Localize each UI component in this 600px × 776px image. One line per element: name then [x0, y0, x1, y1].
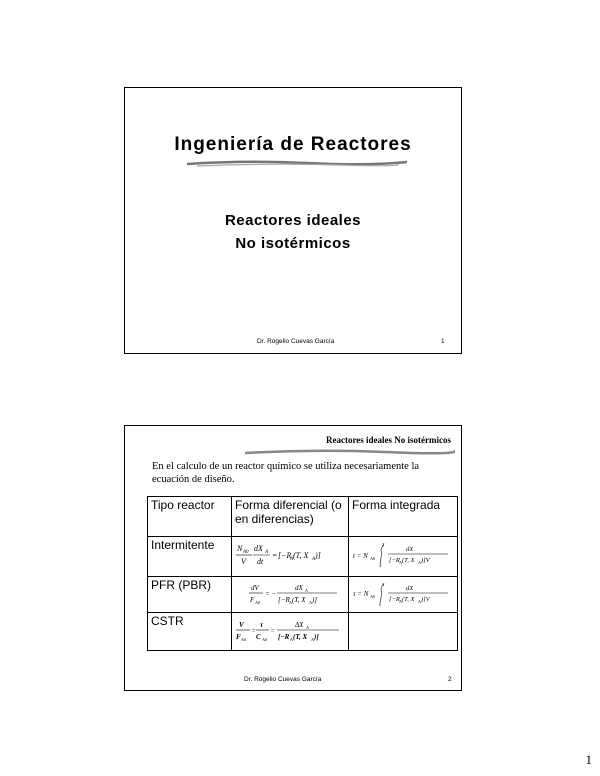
slide-1-subtitle-line-2: No isotérmicos — [235, 235, 351, 252]
slide-1-page-number: 1 — [441, 338, 445, 345]
svg-text:A0: A0 — [241, 637, 246, 642]
svg-text:τ = N: τ = N — [353, 590, 369, 598]
slide-1-title: Ingeniería de Reactores — [174, 134, 412, 155]
equation-formula — [235, 582, 345, 606]
svg-text:A: A — [309, 600, 312, 605]
svg-text:=: = — [251, 627, 256, 635]
title-underline-brush — [187, 158, 407, 168]
svg-text:t = N: t = N — [353, 552, 368, 560]
svg-text:)]V: )]V — [421, 557, 430, 564]
svg-text:=: = — [272, 551, 278, 560]
table-row — [148, 613, 458, 651]
svg-text:(T, X: (T, X — [293, 633, 308, 641]
svg-text:0: 0 — [379, 602, 381, 606]
table-header-row — [148, 497, 458, 537]
pfr-integrated-formula-graphic — [352, 582, 450, 606]
svg-text:A: A — [265, 550, 269, 555]
svg-text:)]V: )]V — [421, 596, 430, 603]
batch-integrated-equation — [349, 537, 458, 577]
svg-text:F: F — [250, 596, 255, 604]
svg-text:)]: )] — [314, 633, 319, 641]
slide-1 — [124, 87, 462, 354]
svg-text:A: A — [312, 557, 316, 562]
svg-text:A: A — [418, 560, 421, 565]
slide-1-subtitle-line-1: Reactores ideales — [224, 212, 362, 229]
svg-text:A: A — [290, 557, 294, 562]
svg-text:(T, X: (T, X — [402, 557, 415, 564]
header-cell-integrated: Forma integrada — [349, 497, 458, 537]
pfr-differential-formula-graphic — [235, 582, 339, 606]
document-page-number: 1 — [585, 752, 592, 767]
pfr-integrated-equation — [349, 577, 458, 613]
svg-text:dX: dX — [406, 585, 414, 592]
svg-text:X: X — [382, 582, 385, 587]
svg-text:A: A — [306, 625, 309, 630]
table-row — [148, 537, 458, 577]
svg-text:V: V — [239, 621, 244, 629]
svg-text:A: A — [418, 599, 421, 604]
cstr-differential-formula-graphic — [235, 618, 341, 644]
slide-2-page-number: 2 — [448, 676, 452, 683]
svg-text:A: A — [289, 600, 292, 605]
cstr-integrated-cell — [349, 613, 458, 651]
equation-formula — [352, 542, 454, 568]
svg-text:dX: dX — [406, 546, 414, 553]
svg-text:dt: dt — [257, 557, 264, 566]
slide-2-header: Reactores ideales No isotérmicos — [325, 435, 451, 445]
svg-text:C: C — [256, 633, 261, 641]
svg-text:(T, X: (T, X — [293, 551, 309, 560]
svg-text:A: A — [399, 560, 402, 565]
batch-differential-equation — [232, 537, 349, 577]
svg-text:ΔX: ΔX — [295, 621, 304, 629]
svg-text:X: X — [379, 563, 382, 568]
svg-text:=: = — [270, 627, 275, 635]
svg-text:A0: A0 — [370, 594, 375, 599]
table-row — [148, 577, 458, 613]
row-type-cell: Intermitente — [148, 537, 232, 577]
svg-text:)]: )] — [315, 551, 321, 560]
equation-formula — [235, 542, 345, 568]
pfr-differential-equation — [232, 577, 349, 613]
svg-text:dX: dX — [295, 584, 303, 592]
svg-text:[−R: [−R — [389, 596, 400, 603]
slide-2-footer: Dr. Rogelio Cuevas García — [244, 676, 322, 683]
svg-text:[−R: [−R — [389, 557, 400, 564]
svg-text:(T, X: (T, X — [402, 596, 415, 603]
svg-text:A: A — [290, 637, 293, 642]
header-underline-brush — [245, 448, 455, 456]
svg-text:A: A — [399, 599, 402, 604]
slide-1-footer: Dr. Rogelio Cuevas García — [257, 338, 335, 345]
cstr-differential-equation — [232, 613, 349, 651]
row-type-cell: PFR (PBR) — [148, 577, 232, 613]
equation-formula — [235, 618, 345, 644]
svg-text:X: X — [382, 542, 385, 547]
slide-2 — [124, 425, 462, 691]
svg-text:F: F — [236, 633, 241, 641]
row-type-cell: CSTR — [148, 613, 232, 651]
header-cell-type: Tipo reactor — [148, 497, 232, 537]
reactor-equations-table — [147, 496, 458, 651]
header-cell-differential: Forma diferencial (o en diferencias) — [232, 497, 349, 537]
batch-differential-formula-graphic — [235, 542, 339, 568]
svg-text:dX: dX — [254, 544, 263, 553]
svg-text:)]: )] — [312, 596, 318, 604]
svg-text:V: V — [241, 557, 246, 566]
svg-text:A: A — [311, 637, 314, 642]
svg-text:τ: τ — [260, 621, 264, 629]
svg-text:dV: dV — [251, 584, 259, 592]
svg-text:[−R: [−R — [278, 551, 292, 560]
svg-text:A0: A0 — [243, 550, 249, 555]
svg-text:A0: A0 — [255, 600, 260, 605]
svg-text:[−R: [−R — [278, 633, 290, 641]
svg-text:N: N — [237, 544, 243, 553]
svg-text:= −: = − — [265, 590, 277, 598]
svg-text:A0: A0 — [370, 556, 375, 561]
svg-text:[−R: [−R — [278, 596, 290, 604]
equation-formula — [352, 582, 454, 606]
svg-text:(T, X: (T, X — [292, 596, 306, 604]
svg-text:A: A — [305, 588, 308, 593]
svg-text:A0: A0 — [262, 637, 267, 642]
batch-integrated-formula-graphic — [352, 542, 450, 568]
slide-2-intro-text: En el calculo de un reactor químico se utiliza necesariamente la ecuación de diseño. — [152, 461, 420, 485]
